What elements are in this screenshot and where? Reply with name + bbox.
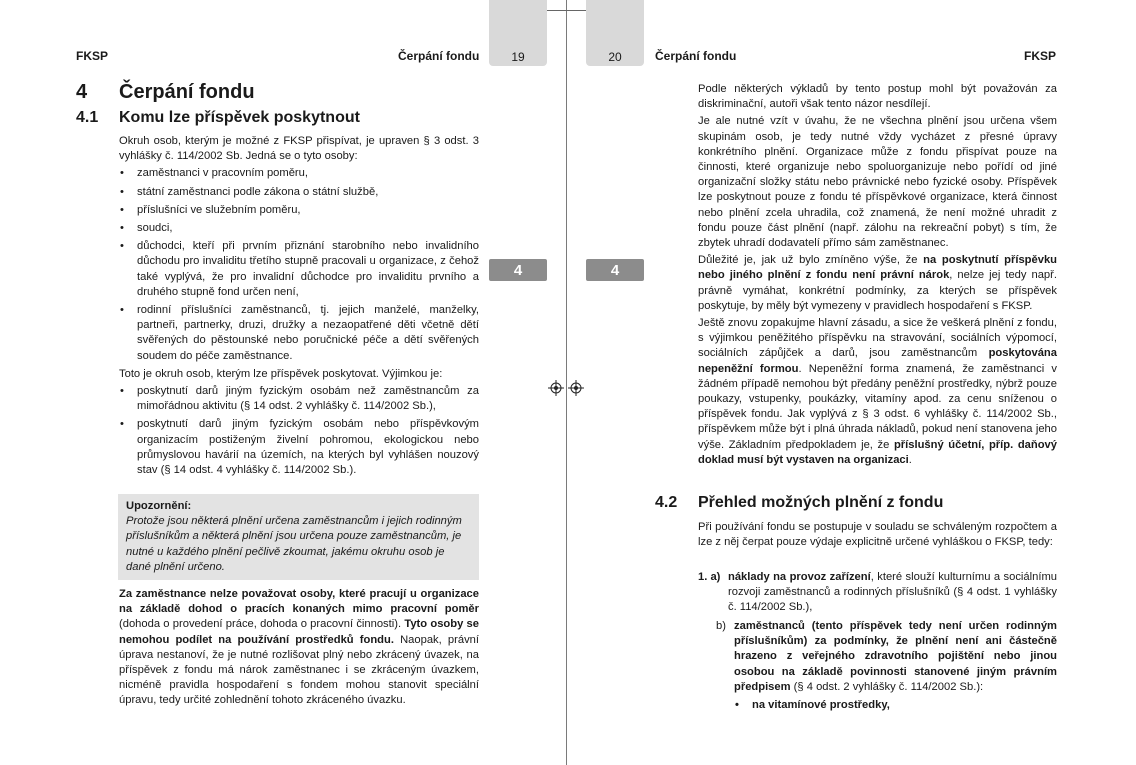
list-item: • poskytnutí darů jiným fyzickým osobám než zaměstnancům za mimořádnou aktivitu (§ 14 odst. 2 vyhlášky č. 114/2002 Sb.), bbox=[119, 384, 479, 414]
text: , které slouží kulturnímu a sociálnímu rozvoji zaměstnanců a rodinných příslušníků (§ 4 odst. 1 vyhlášky č. 114/2002 Sb.), bbox=[728, 571, 1057, 614]
chapter-title: Čerpání fondu bbox=[119, 81, 255, 103]
section-title: Přehled možných plnění z fondu bbox=[698, 494, 944, 511]
section-number: 4.1 bbox=[76, 109, 99, 126]
page-number-tab-right bbox=[586, 0, 644, 66]
registration-mark-icon bbox=[548, 380, 564, 396]
crop-mark bbox=[567, 10, 587, 11]
section-title: Komu lze příspěvek poskytnout bbox=[119, 109, 360, 126]
text: Naopak, právní úprava nestanoví, že je nutné rozlišovat plný nebo zkrácený úvazek, na příspěvek z fondu má nárok zaměstnanec i se zkráceným úvazkem, nicméně pravidla hospodaření s fondem mohou stanovit speciální úpravu, tedy určité zohlednění tohoto zkráceného úvazku. bbox=[119, 633, 479, 707]
text: (§ 4 odst. 2 vyhlášky č. 114/2002 Sb.): bbox=[790, 680, 984, 693]
bold-text: Za zaměstnance nelze považovat osoby, které pracují u organizace na základě dohod o pracích konaných mimo pracovní poměr bbox=[119, 588, 479, 616]
left-body bbox=[119, 134, 479, 481]
list-item: • příslušníci ve služebním poměru, bbox=[119, 203, 479, 218]
sub-list bbox=[734, 697, 1057, 716]
text: , nelze jej tedy např. právně vymáhat, konkrétní podmínky, za kterých se příspěvek poskytuje, by měly být vymezeny v pravidlech hospodaření s FKSP. bbox=[698, 269, 1057, 312]
sub-bullet-list bbox=[734, 698, 1057, 713]
exceptions-list bbox=[119, 384, 479, 478]
paragraph bbox=[698, 316, 1057, 468]
paragraph: Podle některých výkladů by tento postup mohl být považován za diskriminační, autoři však tento názor nesdílejí. bbox=[698, 83, 1057, 111]
page-number-tab-left bbox=[489, 0, 547, 66]
list-item: • důchodci, kteří při prvním přiznání starobního nebo invalidního důchodu pro invaliditu třetího stupně pracovali u organizace, z čehož také vyplývá, že pro invalidní důchodce pro invaliditu prvního a druhého stupně fond určen není, bbox=[119, 239, 479, 300]
notice-title: Upozornění: bbox=[126, 500, 192, 512]
chapter-number: 4 bbox=[76, 81, 88, 103]
paragraph bbox=[698, 253, 1057, 314]
registration-mark-icon bbox=[568, 380, 584, 396]
item-label: 1. a) bbox=[698, 571, 721, 583]
bold-text: poskytována nepeněžní formou bbox=[698, 347, 1057, 375]
provision-list bbox=[698, 570, 1057, 618]
persons-list bbox=[119, 166, 479, 363]
text: . bbox=[908, 453, 912, 466]
final-paragraph bbox=[119, 587, 479, 709]
bold-text: příslušný účetní, příp. daňový doklad musí být vystaven na organizaci bbox=[698, 438, 1057, 466]
section-number: 4.2 bbox=[655, 494, 678, 511]
notice-body: Protože jsou některá plnění určena zaměstnancům i jejich rodinným příslušníkům a některá plnění jsou určena pouze zaměstnancům, je nutné u každého plnění pečlivě zkoumat, jakému okruhu osob je dané plnění určeno. bbox=[126, 515, 462, 573]
list-item: • zaměstnanci v pracovním poměru, bbox=[119, 166, 479, 181]
list-item: • státní zaměstnanci podle zákona o státní službě, bbox=[119, 185, 479, 200]
page-number: 20 bbox=[608, 50, 622, 64]
paragraph: Při používání fondu se postupuje v souladu se schváleným rozpočtem a lze z něj čerpat pouze výdaje explicitně určené vyhláškou o FKSP, tedy: bbox=[698, 521, 1057, 549]
right-body-section bbox=[698, 520, 1057, 552]
list-item bbox=[716, 619, 1057, 695]
chapter-tab-label: 4 bbox=[610, 261, 620, 279]
bold-text: Tyto osoby se nemohou podílet na používání prostředků fondu. bbox=[119, 618, 479, 646]
running-header-title: Čerpání fondu bbox=[655, 49, 737, 63]
running-header-right: FKSP bbox=[1024, 49, 1057, 63]
paragraph: Je ale nutné vzít v úvahu, že ne všechna plnění jsou určena všem skupinám osob, je tedy nutné vždy vycházet z přesné úpravy konkrétního plnění. Organizace může z fondu přispívat pouze na činnosti, které organizuje nebo spoluorganizuje nebo pořídí od jiné organizační složky státu nebo právnické nebo fyzické osoby. Příspěvek lze poskytnout pouze z fondu té příspěvkové organizace, která činnost nebo plnění zcela uhradila, což znamená, že není možné uhradit z fondu pouze část plnění (např. zálohu na rekreační pobyt) s tím, že zbytek uhradí dodavatelí přímo sám zaměstnanec. bbox=[698, 115, 1057, 250]
right-body bbox=[698, 82, 1057, 470]
item-label: b) bbox=[716, 620, 726, 632]
bold-text: náklady na provoz zařízení bbox=[728, 571, 871, 583]
list-item: • poskytnutí darů jiným fyzickým osobám nebo příspěvkovým organizacím postiženým živelní pohromou, ekologickou nebo průmyslovou havárií na územích, na kterých byl vyhlášen nouzový stav (§ 14 odst. 4 vyhlášky č. 114/2002 Sb.). bbox=[119, 417, 479, 478]
notice-box bbox=[118, 494, 479, 580]
text: . Nepeněžní forma znamená, že zaměstnanci v žádném případě nemohou být předány peněžní prostředky, nýbrž pouze poukazy, vstupenky, poukázky, vitamíny apod. za cenu sníženou o příspěvek fondu. Jak vyplývá z § 3 odst. 6 vyhlášky č. 114/2002 Sb., příspěvkem může být i plná úhrada nákladů, pokud není stanovena jeho výše. Základním předpokladem je, že bbox=[698, 362, 1058, 451]
provision-list-b bbox=[716, 619, 1057, 697]
intro-paragraph: Okruh osob, kterým je možné z FKSP přispívat, je upraven § 3 odst. 3 vyhlášky č. 114/2002 Sb. Jedná se o tyto osoby: bbox=[119, 135, 479, 163]
chapter-tab-label: 4 bbox=[513, 261, 523, 279]
running-header-title: Čerpání fondu bbox=[398, 49, 480, 63]
page-number: 19 bbox=[511, 50, 525, 64]
list-item: • rodinní příslušníci zaměstnanců, tj. jejich manželé, manželky, partneři, partnerky, druzi, družky a nezaopatřené děti včetně dětí svěřených do pěstounské nebo poručnické péče a dětí svěřených soudem do péče zaměstnance. bbox=[119, 303, 479, 364]
chapter-tab-left bbox=[489, 259, 547, 281]
running-header-left: FKSP bbox=[76, 49, 109, 63]
list-item: • na vitamínové prostředky, bbox=[734, 698, 1057, 713]
bold-text: na poskytnutí příspěvku nebo jiného plnění z fondu není právní nárok bbox=[698, 254, 1058, 282]
exception-intro: Toto je okruh osob, kterým lze příspěvek poskytovat. Výjimkou je: bbox=[119, 367, 443, 380]
crop-mark bbox=[547, 10, 567, 11]
page-spine bbox=[566, 0, 567, 765]
text: Ještě znovu zopakujme hlavní zásadu, a sice že veškerá plnění z fondu, s výjimkou peněžitého příspěvku na stravování, sociálních výpomocí, sociálních zápůjček a darů, jsou zaměstnancům bbox=[698, 317, 1057, 360]
text: Důležité je, jak už bylo zmíněno výše, že bbox=[698, 254, 924, 267]
bold-text: zaměstnanců (tento příspěvek tedy není určen rodinným příslušníkům) za podmínky, že plnění není ani částečně hrazeno z veřejného zdravotního pojištění nebo jinou osobou na základě povinnosti stanovené jiným právním předpisem bbox=[734, 620, 1057, 693]
list-item bbox=[698, 570, 1057, 616]
chapter-tab-right bbox=[586, 259, 644, 281]
list-item: • soudci, bbox=[119, 221, 479, 236]
text: (dohoda o provedení práce, dohoda o pracovní činnosti). bbox=[119, 618, 405, 631]
